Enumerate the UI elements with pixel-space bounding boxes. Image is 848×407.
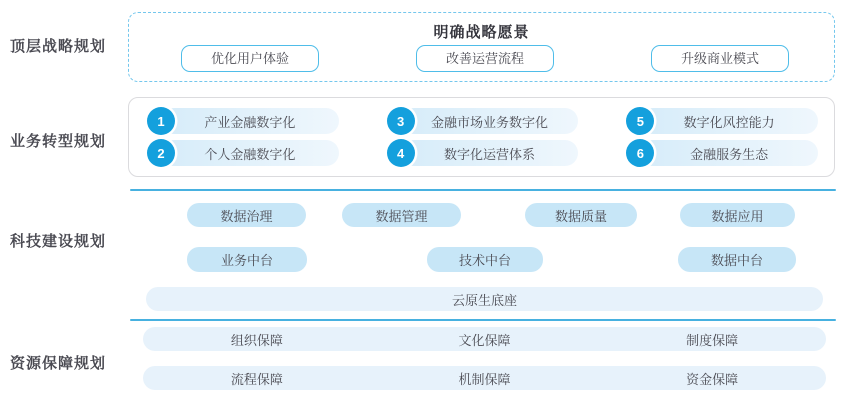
transformation-item-2 [147,139,339,167]
transformation-item-3 [387,107,579,135]
item-number-badge: 2 [147,139,175,167]
vision-pill-row [129,45,834,72]
section-label-technology-construction-planning: 科技建设规划 [10,233,107,250]
pill-technology-platform: 技术中台 [427,247,543,272]
cell-funding-guarantee: 资金保障 [686,371,739,387]
cell-mechanism-guarantee: 机制保障 [458,371,511,387]
pill-data-governance: 数据治理 [187,203,306,227]
pill-data-application: 数据应用 [680,203,795,227]
vision-dashed-box [128,12,835,82]
item-label: 数字化风控能力 [640,108,818,134]
item-number-badge: 1 [147,107,175,135]
cell-system-guarantee: 制度保障 [686,332,739,348]
item-label: 个人金融数字化 [161,140,339,166]
section-label-top-level-planning: 顶层战略规划 [10,38,107,55]
resource-bar-row-1 [143,327,826,351]
transformation-items-box [128,97,835,177]
pill-business-platform: 业务中台 [187,247,307,272]
vision-pill-operation-process: 改善运营流程 [416,45,554,72]
pill-data-management: 数据管理 [342,203,461,227]
pill-data-quality: 数据质量 [525,203,637,227]
cell-culture-guarantee: 文化保障 [458,332,511,348]
transformation-item-1 [147,107,339,135]
item-label: 数字化运营体系 [401,140,579,166]
cloud-native-base-bar: 云原生底座 [146,287,823,311]
vision-pill-user-experience: 优化用户体验 [181,45,319,72]
vision-pill-business-model: 升级商业模式 [651,45,789,72]
platform-row [128,247,836,272]
pill-data-platform: 数据中台 [678,247,796,272]
section-label-business-transformation-planning: 业务转型规划 [10,133,107,150]
item-number-badge: 6 [626,139,654,167]
item-label: 产业金融数字化 [161,108,339,134]
item-number-badge: 5 [626,107,654,135]
item-label: 金融市场业务数字化 [401,108,579,134]
cell-organization-guarantee: 组织保障 [230,332,283,348]
vision-title: 明确战略愿景 [433,24,530,41]
section-divider-line [130,189,836,191]
item-label: 金融服务生态 [640,140,818,166]
cell-process-guarantee: 流程保障 [230,371,283,387]
transformation-item-5 [626,107,818,135]
section-label-resource-guarantee-planning: 资源保障规划 [10,355,107,372]
item-number-badge: 3 [387,107,415,135]
transformation-item-4 [387,139,579,167]
transformation-item-6 [626,139,818,167]
diagram-content [128,0,836,407]
section-divider-line [130,319,836,321]
data-capability-row [128,203,836,227]
item-number-badge: 4 [387,139,415,167]
resource-bar-row-2 [143,366,826,390]
